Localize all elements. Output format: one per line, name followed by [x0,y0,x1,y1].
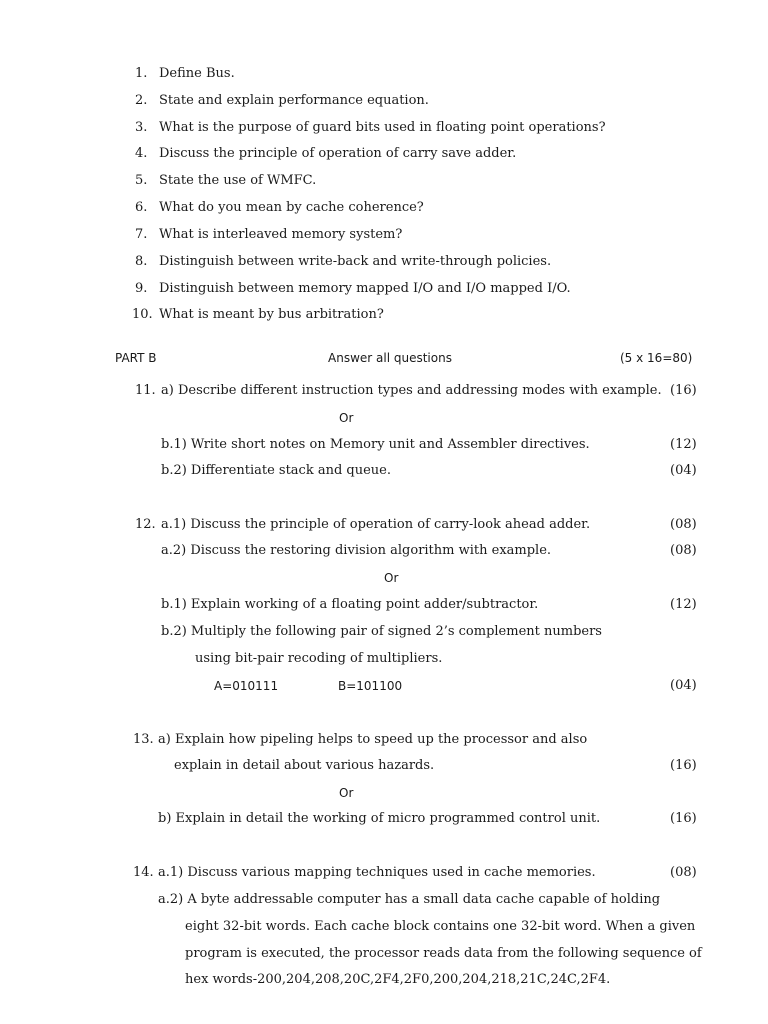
question-text: using bit-pair recoding of multipliers. [195,651,443,666]
question-number: 7. [135,227,148,242]
question-text: a.1) Discuss various mapping techniques used in cache memories. [158,865,596,880]
question-number: 1. [135,66,148,81]
question-text: What is the purpose of guard bits used in floating point operations? [159,120,606,135]
question-text: a) Explain how pipeling helps to speed up the processor and also [158,732,588,747]
part-b-label: PART B [115,351,157,365]
or-separator: Or [339,786,354,800]
question-number: 6. [135,200,148,215]
question-text: b) Explain in detail the working of micro programmed control unit. [158,811,601,826]
question-text: b.2) Multiply the following pair of signed 2’s complement numbers [161,624,602,639]
question-text: eight 32-bit words. Each cache block contains one 32-bit word. When a given [185,919,696,934]
question-text: a.2) A byte addressable computer has a small data cache capable of holding [158,892,661,907]
question-text: Discuss the principle of operation of carry save adder. [159,146,517,161]
marks: (08) [670,517,697,532]
question-text: Distinguish between write-back and write-through policies. [159,254,552,269]
question-number: 10. [132,307,153,322]
marks: (04) [670,678,697,693]
question-text: What is interleaved memory system? [159,227,403,242]
operand-b: B=101100 [338,679,403,693]
question-number: 4. [135,146,148,161]
question-text: What do you mean by cache coherence? [159,200,424,215]
question-number: 3. [135,120,148,135]
marks: (12) [670,597,697,612]
question-text: Distinguish between memory mapped I/O and I/O mapped I/O. [159,281,571,296]
marks: (08) [670,865,697,880]
question-text: a) Describe different instruction types and addressing modes with example. [161,383,662,398]
question-number: 9. [135,281,148,296]
or-separator: Or [384,571,399,585]
part-b-marks-scheme: (5 x 16=80) [620,351,693,365]
question-text: b.2) Differentiate stack and queue. [161,463,392,478]
question-text: What is meant by bus arbitration? [159,307,384,322]
marks: (12) [670,437,697,452]
question-number: 11. [135,383,156,398]
or-separator: Or [339,411,354,425]
question-number: 14. [133,865,154,880]
question-number: 5. [135,173,148,188]
marks: (16) [670,383,697,398]
question-text: hex words-200,204,208,20C,2F4,2F0,200,204,218,21C,24C,2F4. [185,972,611,987]
operand-a: A=010111 [214,679,279,693]
question-number: 2. [135,93,148,108]
question-text: b.1) Write short notes on Memory unit and Assembler directives. [161,437,590,452]
question-text: explain in detail about various hazards. [174,758,435,773]
question-number: 8. [135,254,148,269]
question-text: State the use of WMFC. [159,173,317,188]
question-text: a.1) Discuss the principle of operation of carry-look ahead adder. [161,517,591,532]
marks: (04) [670,463,697,478]
question-text: program is executed, the processor reads data from the following sequence of [185,946,702,961]
question-text: State and explain performance equation. [159,93,429,108]
question-text: Define Bus. [159,66,235,81]
marks: (08) [670,543,697,558]
question-text: a.2) Discuss the restoring division algorithm with example. [161,543,552,558]
marks: (16) [670,758,697,773]
part-b-instruction: Answer all questions [328,351,452,365]
question-text: b.1) Explain working of a floating point adder/subtractor. [161,597,539,612]
marks: (16) [670,811,697,826]
question-number: 13. [133,732,154,747]
question-number: 12. [135,517,156,532]
